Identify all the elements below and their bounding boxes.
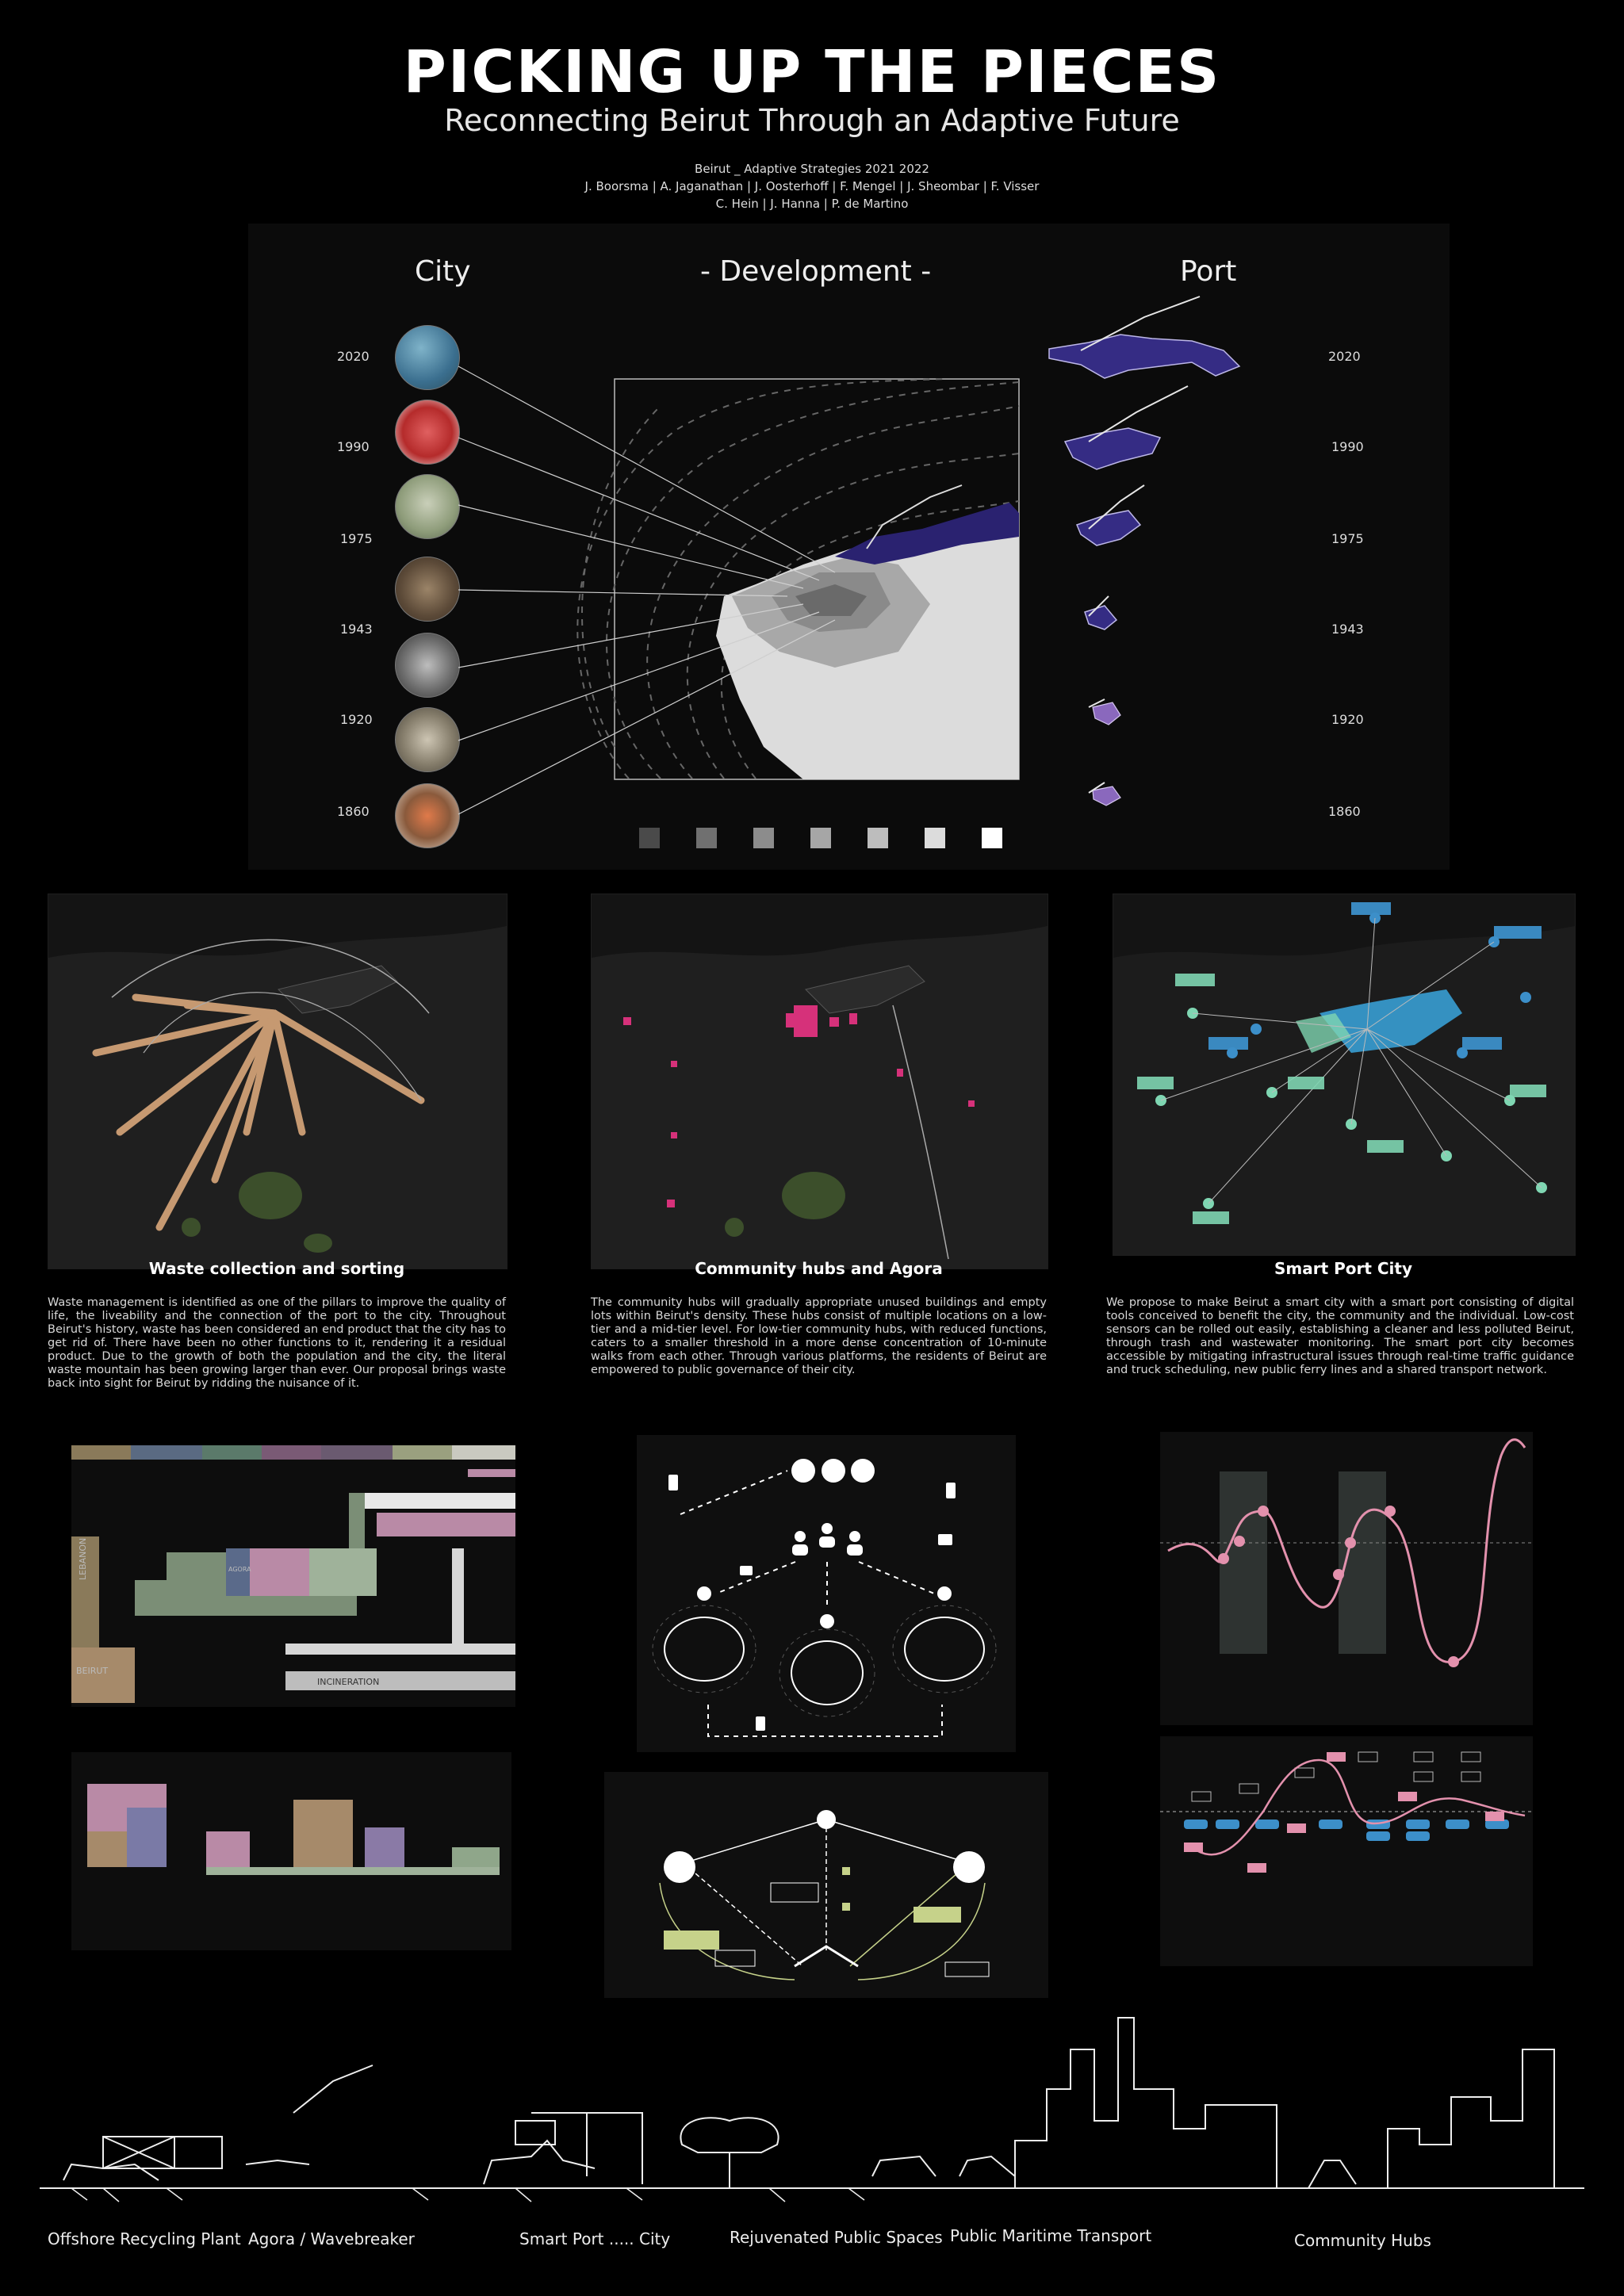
development-panel xyxy=(248,224,1450,870)
waste-text: Waste management is identified as one of the pillars to improve the quality of life, the liveability and the connection of the port to the city. Throughout Beirut's history, waste has been considered an end product that the city has to get rid of. There have been no other functions to it, rendering it a residual product. Due to the growth of both the population and the city, the literal waste mountain has been growing larger than ever. Our proposal brings waste back into sight for Beirut by ridding the nuisance of it. xyxy=(48,1296,506,1390)
city-year: 1920 xyxy=(340,712,373,727)
port-year: 1860 xyxy=(1328,804,1361,819)
legend-swatch xyxy=(753,828,774,848)
city-year: 1975 xyxy=(340,531,373,546)
development-heading: - Development - xyxy=(700,255,932,288)
city-year: 1990 xyxy=(337,439,370,454)
legend-swatch xyxy=(810,828,831,848)
development-map xyxy=(248,224,1450,870)
beirut-label: BEIRUT xyxy=(76,1666,109,1676)
city-year: 1943 xyxy=(340,622,373,637)
authors-credit: J. Boorsma | A. Jaganathan | J. Oosterhoff | F. Mengel | J. Sheombar | F. Visser xyxy=(584,179,1040,193)
tutors-credit: C. Hein | J. Hanna | P. de Martino xyxy=(715,197,909,211)
city-year: 1860 xyxy=(337,804,370,819)
poster-subtitle: Reconnecting Beirut Through an Adaptive Future xyxy=(444,103,1180,138)
waste-flow-diagram xyxy=(71,1445,515,1707)
smart-port-caption: Smart Port City xyxy=(1274,1259,1413,1278)
port-year: 1920 xyxy=(1331,712,1364,727)
community-text: The community hubs will gradually appropriate unused buildings and empty lots within Beirut's density. These hubs consist of multiple locations on a low-tier and a mid-tier level. For low-tier community hubs, with reduced functions, caters to a smaller threshold in a more dense concentration of 10-minute walks from each other. Through various platforms, the residents of Beirut are empowered to public governance of their city. xyxy=(591,1296,1047,1376)
transport-phase-diagram xyxy=(1160,1736,1533,1966)
governance-diagram xyxy=(604,1772,1048,1998)
phase-timeline-diagram xyxy=(1160,1432,1533,1725)
port-year: 1943 xyxy=(1331,622,1364,637)
lebanon-label: LEBANON xyxy=(78,1537,88,1580)
legend-swatch xyxy=(696,828,717,848)
smart-port-text: We propose to make Beirut a smart city with a smart port consisting of digital tools conceived to benefit the city, the community and the individual. Low-cost sensors can be rolled out easily, establishing a cleaner and less polluted Beirut, through trash and wastewater monitoring. The smart port city becomes accessible by mitigating infrastructural issues through real-time traffic guidance and truck scheduling, new public ferry lines and a shared transport network. xyxy=(1106,1296,1574,1376)
skyline-label: Smart Port ..... City xyxy=(519,2229,671,2248)
poster-title: PICKING UP THE PIECES xyxy=(403,38,1221,106)
port-year: 1990 xyxy=(1331,439,1364,454)
skyline-section xyxy=(40,2002,1584,2240)
skyline-label: Rejuvenated Public Spaces xyxy=(730,2228,943,2247)
legend-swatch xyxy=(639,828,660,848)
waste-volume-diagram xyxy=(71,1752,511,1950)
community-hubs-map xyxy=(591,894,1048,1269)
port-heading: Port xyxy=(1180,255,1237,288)
city-year: 2020 xyxy=(337,349,370,364)
agora-label: AGORA xyxy=(228,1566,251,1573)
community-network-diagram xyxy=(637,1435,1016,1752)
skyline-label: Offshore Recycling Plant xyxy=(48,2229,241,2248)
course-credit: Beirut _ Adaptive Strategies 2021 2022 xyxy=(695,162,929,176)
legend-swatch xyxy=(925,828,945,848)
skyline-label: Agora / Wavebreaker xyxy=(248,2229,415,2248)
skyline-label: Public Maritime Transport xyxy=(950,2226,1152,2245)
legend-swatch xyxy=(982,828,1002,848)
port-year: 2020 xyxy=(1328,349,1361,364)
waste-map xyxy=(48,894,508,1269)
city-heading: City xyxy=(415,255,471,288)
port-year: 1975 xyxy=(1331,531,1364,546)
legend-swatch xyxy=(868,828,888,848)
community-caption: Community hubs and Agora xyxy=(695,1259,943,1278)
skyline-label: Community Hubs xyxy=(1294,2231,1431,2250)
incineration-label: INCINERATION xyxy=(317,1677,380,1687)
smart-port-map xyxy=(1113,894,1576,1256)
waste-caption: Waste collection and sorting xyxy=(148,1259,405,1278)
